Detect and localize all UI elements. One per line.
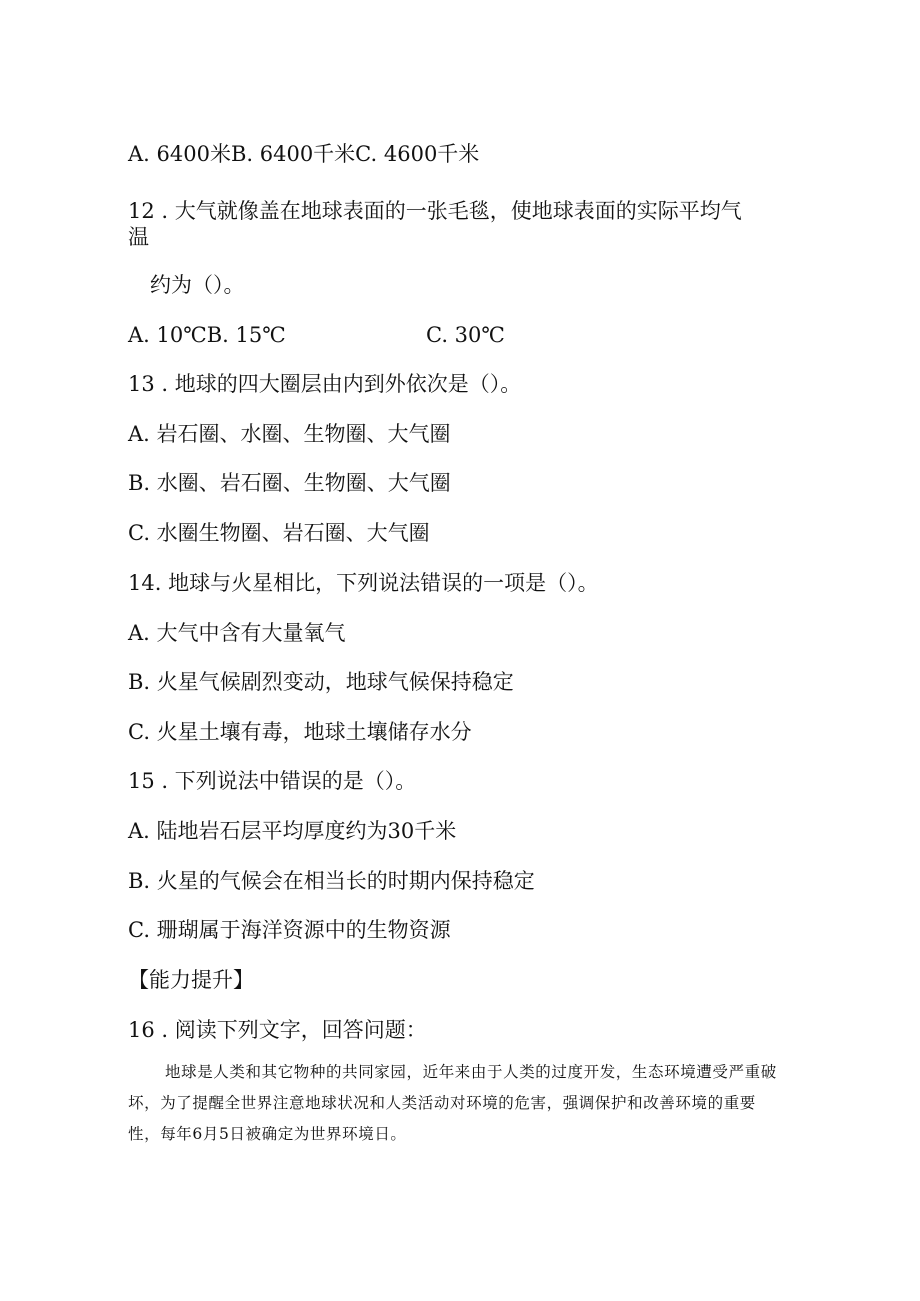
q14-option-c: C. 火星土壤有毒，地球土壤储存水分 bbox=[128, 720, 472, 744]
q12-options bbox=[128, 322, 505, 348]
q15-option-c: C. 珊瑚属于海洋资源中的生物资源 bbox=[128, 918, 451, 942]
q16-passage: 地球是人类和其它物种的共同家园，近年来由于人类的过度开发，生态环境遭受严重破坏，为了提醒全世界注意地球状况和人类活动对环境的危害，强调保护和改善环境的重要性，每年6月5日被确定为世界环境日。 bbox=[128, 1063, 777, 1143]
q14-option-a: A. 大气中含有大量氧气 bbox=[128, 621, 346, 645]
q12-option-ab: A. 10℃B. 15℃ bbox=[128, 323, 286, 347]
q12-stem-line1: 12 . 大气就像盖在地球表面的一张毛毯，使地球表面的实际平均气 bbox=[128, 199, 742, 223]
q13-option-b: B. 水圈、岩石圈、生物圈、大气圈 bbox=[128, 471, 451, 495]
q15-option-b: B. 火星的气候会在相当长的时期内保持稳定 bbox=[128, 869, 535, 893]
q11-options: A. 6400米B. 6400千米C. 4600千米 bbox=[128, 142, 480, 166]
q12-option-c: C. 30℃ bbox=[426, 323, 505, 347]
q15-stem: 15 . 下列说法中错误的是（）。 bbox=[128, 769, 417, 793]
q13-option-c: C. 水圈生物圈、岩石圈、大气圈 bbox=[128, 521, 430, 545]
q15-option-a: A. 陆地岩石层平均厚度约为30千米 bbox=[128, 819, 457, 843]
q13-stem: 13 . 地球的四大圈层由内到外依次是（）。 bbox=[128, 372, 522, 396]
q12-stem-line3: 约为（）。 bbox=[150, 273, 245, 297]
q13-option-a: A. 岩石圈、水圈、生物圈、大气圈 bbox=[128, 422, 451, 446]
q14-option-b: B. 火星气候剧烈变动，地球气候保持稳定 bbox=[128, 670, 514, 694]
section-heading: 【能力提升】 bbox=[128, 968, 254, 992]
q12-stem-line2: 温 bbox=[128, 225, 149, 249]
q16-stem: 16 . 阅读下列文字，回答问题： bbox=[128, 1018, 427, 1042]
q14-stem: 14. 地球与火星相比，下列说法错误的一项是（）。 bbox=[128, 571, 599, 595]
